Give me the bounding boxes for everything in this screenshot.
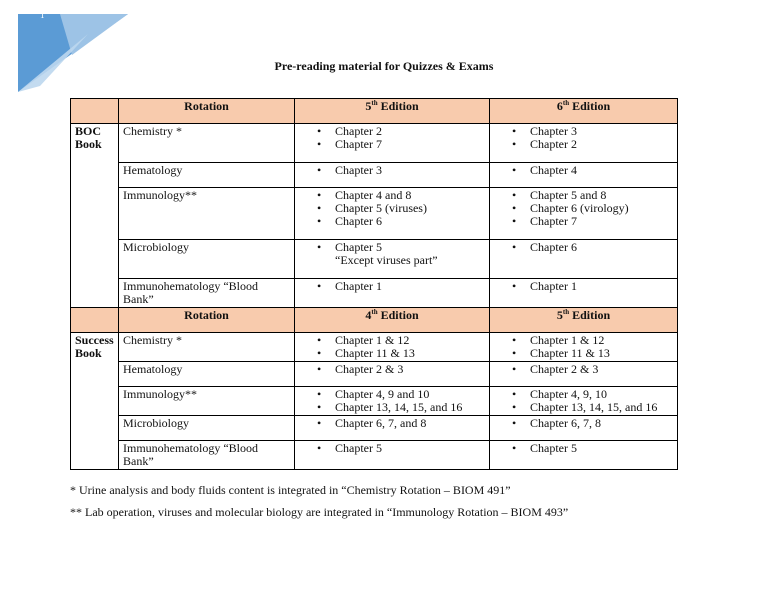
list-item: • Chapter 6 (virology) [494,202,673,215]
rotation-name: Immunology** [119,188,295,240]
list-item: • Chapter 5 [299,241,485,254]
list-item: • Chapter 1 [494,280,673,293]
footnote-immunology: ** Lab operation, viruses and molecular biology are integrated in “Immunology Rotation – BIOM 493” [70,505,569,519]
list-item: • Chapter 1 [299,280,485,293]
footnote-chemistry: * Urine analysis and body fluids content is integrated in “Chemistry Rotation – BIOM 491” [70,483,511,497]
rotation-name: Immunology** [119,387,295,416]
list-item: • Chapter 4 [494,164,673,177]
rotation-name: Hematology [119,163,295,188]
list-item: • Chapter 2 & 3 [299,363,485,376]
rotation-name: Microbiology [119,240,295,279]
page-title: Pre-reading material for Quizzes & Exams [274,59,494,73]
success-header-edition-a: 4th Edition [295,308,490,333]
list-item: • Chapter 6, 7, 8 [494,417,673,430]
list-item: • Chapter 4, 9 and 10 [299,388,485,401]
list-item: • Chapter 11 & 13 [494,347,673,360]
table-row [71,387,678,416]
list-item: • Chapter 6 [299,215,485,228]
list-item: • Chapter 2 [494,138,673,151]
table-row [71,362,678,387]
list-item: • Chapter 13, 14, 15, and 16 [494,401,673,414]
list-item: • Chapter 4, 9, 10 [494,388,673,401]
boc-header-rotation: Rotation [119,99,295,124]
boc-header-edition-a: 5th Edition [295,99,490,124]
list-item: • Chapter 1 & 12 [494,334,673,347]
boc-header-blank [71,99,119,124]
table-row [71,240,678,279]
success-header-blank [71,308,119,333]
list-item: • Chapter 11 & 13 [299,347,485,360]
list-item: • Chapter 6 [494,241,673,254]
boc-header-row [71,99,678,124]
rotation-table [70,98,678,470]
boc-header-edition-b: 6th Edition [490,99,678,124]
corner-decoration [0,0,135,95]
list-item: • Chapter 7 [494,215,673,228]
rotation-name: Hematology [119,362,295,387]
list-item: • Chapter 5 [494,442,673,455]
boc-group-label: BOC Book [71,124,119,308]
rotation-name: Chemistry * [119,124,295,163]
page-number: 1 [40,10,45,20]
rotation-name: Immunohematology “Blood Bank” [119,441,295,470]
list-item: • Chapter 3 [299,164,485,177]
success-header-row [71,308,678,333]
success-header-rotation: Rotation [119,308,295,333]
list-item: • Chapter 5 [299,442,485,455]
list-item: • Chapter 6, 7, and 8 [299,417,485,430]
list-item: • Chapter 1 & 12 [299,334,485,347]
list-item: • Chapter 5 and 8 [494,189,673,202]
table-row [71,163,678,188]
success-header-edition-b: 5th Edition [490,308,678,333]
table-row [71,279,678,308]
table-row [71,441,678,470]
list-item-note: “Except viruses part” [335,253,438,267]
list-item: • Chapter 13, 14, 15, and 16 [299,401,485,414]
table-row [71,416,678,441]
list-item: • Chapter 2 [299,125,485,138]
rotation-name: Microbiology [119,416,295,441]
table-row [71,188,678,240]
list-item: • Chapter 4 and 8 [299,189,485,202]
table-row [71,124,678,163]
list-item: • Chapter 3 [494,125,673,138]
rotation-name: Immunohematology “Blood Bank” [119,279,295,308]
list-item: • Chapter 7 [299,138,485,151]
list-item: • Chapter 5 (viruses) [299,202,485,215]
rotation-name: Chemistry * [119,333,295,362]
table-row [71,333,678,362]
list-item: • Chapter 2 & 3 [494,363,673,376]
success-group-label: Success Book [71,333,119,470]
